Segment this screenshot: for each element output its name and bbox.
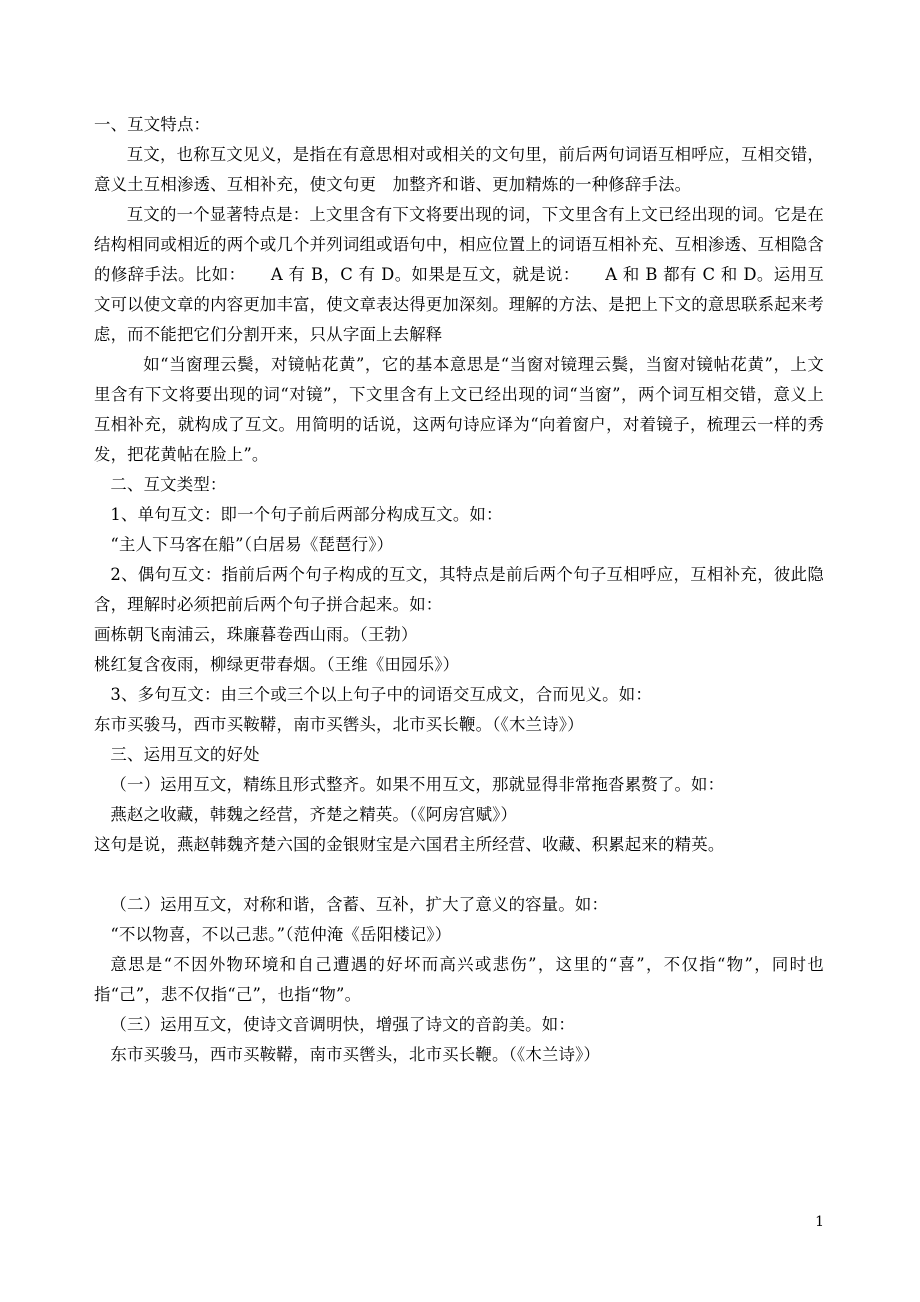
- paragraph-list-item: 3、多句互文：由三个或三个以上句子中的词语交互成文，合而见义。如：: [110, 685, 652, 704]
- paragraph-body: 这句是说，燕赵韩魏齐楚六国的金银财宝是六国君主所经营、收藏、积累起来的精英。: [94, 835, 725, 854]
- paragraph-quote: 画栋朝飞南浦云，珠廉暮卷西山雨。（王勃）: [94, 625, 418, 644]
- paragraph-body: 如“当窗理云鬓，对镜帖花黄”，它的基本意思是“当窗对镜理云鬓，当窗对镜帖花黄”，上文里含有下文将要出现的词“对镜”，下文里含有上文已经出现的词“当窗”，两个词互相交错，意义上互相补充，就构成了互文。用简明的话说，这两句诗应译为“向着窗户，对着镜子，梳理云一样的秀发，把花黄帖在脸上”。: [94, 355, 824, 464]
- paragraph-body: 互文，也称互文见义，是指在有意思相对或相关的文句里，前后两句词语互相呼应，互相交错，意义土互相渗透、互相补充，使文句更 加整齐和谐、更加精炼的一种修辞手法。: [94, 145, 824, 194]
- document-body: [94, 110, 824, 1070]
- paragraph-quote: 东市买骏马，西市买鞍鞯，南市买辔头，北市买长鞭。（《木兰诗》）: [94, 715, 584, 734]
- paragraph-heading-3: 三、运用互文的好处: [110, 745, 260, 764]
- paragraph-quote: “主人下马客在船”（白居易《琵琶行》）: [110, 535, 394, 554]
- paragraph-body: 互文的一个显著特点是：上文里含有下文将要出现的词，下文里含有上文已经出现的词。它是在结构相同或相近的两个或几个并列词组或语句中，相应位置上的词语互相补充、互相渗透、互相隐含的修辞手法。比如： A 有 B，C 有 D。如果是互文，就是说： A 和 B 都有 C 和 D。运用互文可以使文章的内容更加丰富，使文章表达得更加深刻。理解的方法、是把上下文的意思联系起来考虑，而不能把它们分割开来，只从字面上去解释: [94, 205, 824, 344]
- paragraph-list-item: （一）运用互文，精练且形式整齐。如果不用互文，那就显得非常拖沓累赘了。如：: [110, 775, 725, 794]
- paragraph-list-item: （三）运用互文，使诗文音调明快，增强了诗文的音韵美。如：: [110, 1015, 575, 1034]
- paragraph-spacer: [94, 860, 824, 890]
- paragraph-list-item: 1、单句互文：即一个句子前后两部分构成互文。如：: [110, 505, 503, 524]
- paragraph-heading-2: 二、互文类型：: [110, 475, 227, 494]
- paragraph-heading-1: 一、互文特点：: [94, 115, 211, 134]
- paragraph-body: 意思是“不因外物环境和自己遭遇的好坏而高兴或悲伤”，这里的“喜”，不仅指“物”，同时也指“己”，悲不仅指“己”，也指“物”。: [94, 955, 824, 1004]
- paragraph-list-item: （二）运用互文，对称和谐，含蓄、互补，扩大了意义的容量。如：: [110, 895, 609, 914]
- page-number: 1: [815, 1214, 824, 1230]
- paragraph-quote: 燕赵之收藏，韩魏之经营，齐楚之精英。（《阿房宫赋》）: [110, 805, 518, 824]
- paragraph-quote: 桃红复含夜雨，柳绿更带春烟。（王维《田园乐》）: [94, 655, 460, 674]
- paragraph-quote: “不以物喜，不以己悲。”（范仲淹《岳阳楼记》）: [110, 925, 452, 944]
- paragraph-quote: 东市买骏马，西市买鞍鞯，南市买辔头，北市买长鞭。（《木兰诗》）: [110, 1045, 601, 1064]
- paragraph-list-item: 2、偶句互文：指前后两个句子构成的互文，其特点是前后两个句子互相呼应，互相补充，彼此隐含，理解时必须把前后两个句子拼合起来。如：: [94, 565, 824, 614]
